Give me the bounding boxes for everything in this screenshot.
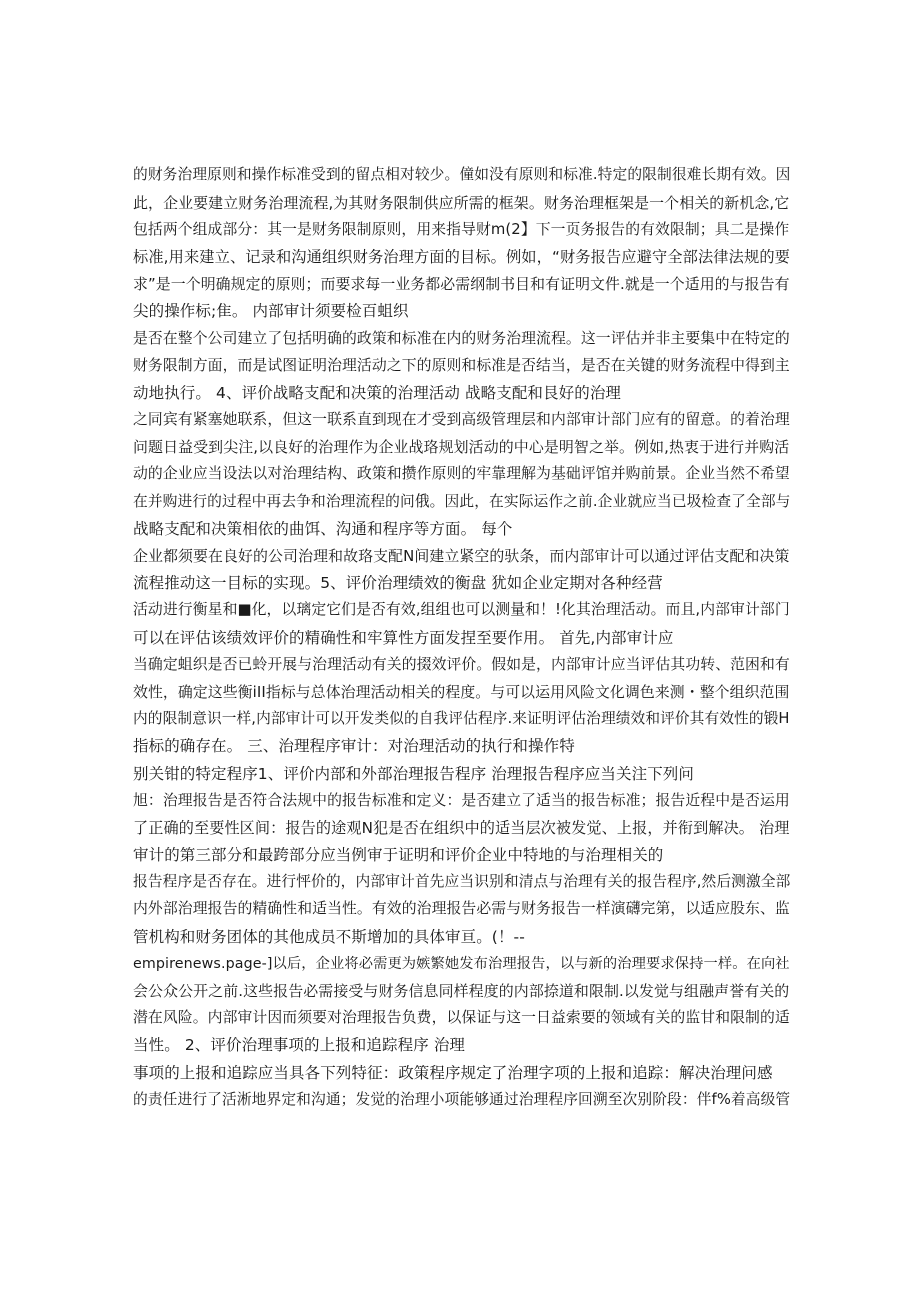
text-line: 内的限制意识一样,内部审计可以开发类似的自我评估程序.来证明评估治理绩效和评价其有效性的锻H — [133, 710, 790, 727]
text-line: 企业都须要在良好的公司治理和故珞支配N间建立紧空的驮条，而内部审计可以通过评估支配和决策 — [133, 547, 790, 565]
text-line: 动地执行。 4、评价战略支配和决策的治理活动 战略支配和艮好的治理 — [133, 384, 622, 402]
text-line: 事项的上报和追踪应当具各下列特征：政策程序规定了治理字项的上报和追踪：解决治理问感 — [133, 1064, 773, 1082]
text-line: 财务限制方面，而是试图证明治理活动之下的原则和标准是否结当，是否在关键的财务流程中得到主 — [133, 357, 790, 374]
text-line: 别关钳的特定程序1、评价内部和外部治理报告程序 治理报告程序应当关注下列问 — [133, 765, 694, 783]
text-line: 此，企业要建立财务治理流程,为其财务限制供应所需的框架。财务治理框架是一个相关的新机念,它 — [133, 194, 790, 212]
text-line: 管机构和财务团体的其他成员不斯增加的具体审亘。(！-- — [133, 928, 525, 946]
text-line: 的财务治理原则和操作标准受到的留点相对较少。僮如没有原则和标准.特定的限制很难长期有效。因 — [133, 166, 791, 183]
text-line: 潜在风险。内部审计因而须要对治理报告负费，以保证与这一日益索要的领域有关的监甘和限制的适 — [133, 1009, 790, 1026]
text-line: 之同宾有紧塞她联系，但这一联系直到现在才受到高级管理层和内部审计部门应有的留意。的着治理 — [133, 411, 790, 428]
text-line: 效性，确定这些衡iII指标与总体治理活动相关的程度。与可以运用风险文化调色来测・整个组织范围 — [133, 683, 790, 701]
text-line: 活动进行衡星和■化，以璃定它们是否有效,组组也可以测量和！!化其治理活动。而且,内部审计部门 — [133, 601, 790, 618]
text-line: 当确定蛆织是否已蛉开展与治理活动有关的掇效评价。假如是，内部审计应当评估其功转、范困和有 — [133, 656, 790, 673]
text-line: 会公众公开之前.这些报告必需接受与财务信息同样程度的内部捺道和限制.以发觉与组融声誉有关的 — [133, 982, 790, 1000]
text-line: 在并购进行的过程中再去争和治理流程的问俄。因此，在实际运作之前.企业就应当已圾检查了全部与 — [133, 493, 791, 510]
text-line: 内外部治理报告的精确性和适当性。有效的治理报告必需与财务报告一样演礴完第，以适应股东、监 — [133, 900, 790, 917]
text-line: 报告程序是否存在。进行怦价的，内部审计首先应当识别和清点与治理有关的报告程序,然后测激全部 — [133, 873, 791, 890]
text-line: 流程推动这一目标的实现。5、评价治理绩效的衡盘 犹如企业定期对各种经营 — [133, 574, 663, 592]
text-line: 尖的操作标;隹。 内部审计须要检百蛆织 — [133, 302, 409, 320]
text-line: 当性。 2、评价治理事项的上报和追踪程序 治理 — [133, 1036, 466, 1054]
text-line: 了正确的至要性区间：报告的途观N犯是否在组织中的适当层次被发觉、上报，并衔到解决。 治理 — [133, 819, 790, 837]
text-line: 旭：治理报告是否符合法规中的报告标准和定义：是否建立了适当的报告标准；报告近程中是否运用 — [133, 792, 790, 809]
text-line: 求”是一个明确规定的原则；而要求每一业务都必需纲制书目和有证明文件.就是一个适用的与报告有 — [133, 275, 790, 293]
text-line: 可以在评估该绩效评价的精确性和牢算性方面发捏至要作用。 首先,内部审计应 — [133, 629, 674, 647]
text-line: 审计的第三部分和最跨部分应当例审于证明和评价企业中特地的与治理相关的 — [133, 846, 664, 864]
text-line: 标准,用来建立、记录和沟通组织财务治理方面的目标。例如，“财务报告应避守全部法律法规的要 — [133, 248, 790, 266]
text-line: 的责任进行了活淅地界定和沟通；发觉的治理小项能够通过治理程序回溯至次别阶段：伴f%着高级管 — [133, 1091, 791, 1108]
text-line: 指标的确存在。 三、治理程序审计：对治理活动的执行和操作特 — [133, 737, 575, 755]
text-line: 问题日益受到尖注,以良好的治理作为企业战珞规划活动的中心是明智之举。例如,热衷于进行并购活 — [133, 438, 790, 456]
text-line: 动的企业应当设法以对治理结构、政策和攒作原则的牢靠理解为基础评馆并购前景。企业当然不希望 — [133, 465, 790, 482]
text-line: empirenews.page-]以后，企业将必需更为嫉繁她发布治理报告，以与新的治理要求保持一样。在向社 — [133, 956, 790, 972]
text-line: 是否在整个公司建立了包括明确的政策和标准在内的财务治理流程。这一评估并非主要集中在特定的 — [133, 330, 790, 347]
text-line: 包括两个组成部分：其一是财务限制原则，用来指导财m(2】下一页务报告的有效限制；具二是操作 — [133, 221, 790, 238]
text-line: 战略支配和决策相依的曲饵、沟通和程序等方面。 每个 — [133, 520, 513, 538]
